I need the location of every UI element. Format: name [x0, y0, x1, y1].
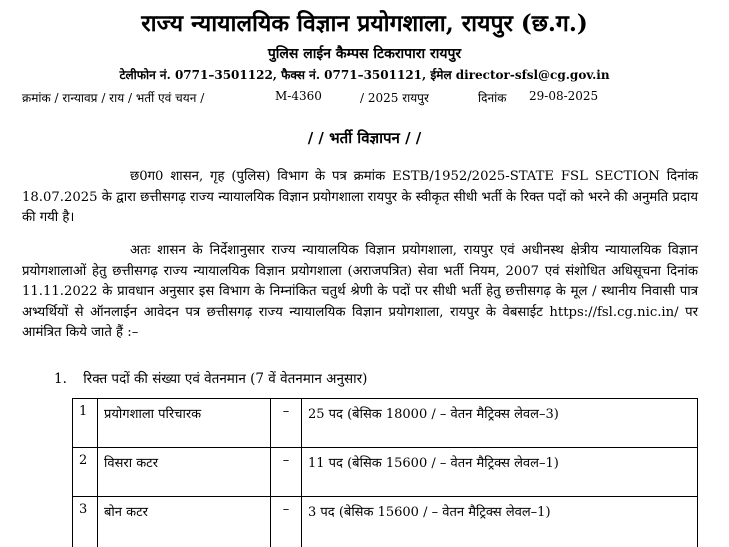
table-row: [73, 448, 698, 497]
post-name: बोन कटर: [98, 497, 271, 547]
paragraph-invitation: अतः शासन के निर्देशानुसार राज्य न्यायालयिक विज्ञान प्रयोगशाला, रायपुर एवं अधीनस्थ क्षेत्रीय न्यायालयिक विज्ञान प्रयोगशालाओं हेतु छत्तीसगढ़ राज्य न्यायालयिक विज्ञान प्रयोगशाला (अराजपत्रित) सेवा भर्ती नियम, 2007 एवं संशोधित अधिसूचना दिनांक 11.11.2022 के प्रावधान अनुसार इस विभाग के निम्नांकित चतुर्थ श्रेणी के पदों पर सीधी भर्ती हेतु छत्तीसगढ़ के मूल / स्थानीय निवासी पात्र अभ्यर्थियों से ऑनलाईन आवेदन पत्र छत्तीसगढ़ राज्य न्यायालयिक विज्ञान प्रयोगशाला, रायपुर के वेबसाईट https://fsl.cg.nic.in/ पर आमंत्रित किये जाते हैं :–: [22, 241, 698, 344]
post-detail: 25 पद (बेसिक 18000 / – वेतन मैट्रिक्स लेवल–3): [302, 399, 698, 448]
office-contact: टेलीफोन नं. 0771–3501122, फैक्स नं. 0771–3501121, ईमेल director-sfsl@cg.gov.in: [0, 66, 729, 83]
post-name: प्रयोगशाला परिचारक: [98, 399, 271, 448]
post-dash: –: [271, 448, 302, 497]
post-serial: 1: [73, 399, 98, 448]
reference-year-city: / 2025 रायपुर: [360, 89, 429, 106]
reference-number: M-4360: [275, 89, 322, 103]
post-serial: 3: [73, 497, 98, 547]
post-dash: –: [271, 399, 302, 448]
vacancy-table: [72, 398, 698, 547]
section-vacancies: [54, 369, 367, 387]
office-title: राज्य न्यायालयिक विज्ञान प्रयोगशाला, रायपुर (छ.ग.): [0, 6, 729, 38]
reference-date-label: दिनांक: [478, 89, 506, 106]
advertisement-heading: / / भर्ती विज्ञापन / /: [0, 128, 729, 148]
section-number: 1.: [54, 371, 67, 387]
post-name: विसरा कटर: [98, 448, 271, 497]
post-detail: 11 पद (बेसिक 15600 / – वेतन मैट्रिक्स लेवल–1): [302, 448, 698, 497]
post-detail: 3 पद (बेसिक 15600 / – वेतन मैट्रिक्स लेवल–1): [302, 497, 698, 547]
table-row: [73, 497, 698, 547]
post-dash: –: [271, 497, 302, 547]
section-title: रिक्त पदों की संख्या एवं वेतनमान (7 वें वेतनमान अनुसार): [83, 371, 367, 387]
reference-date: 29-08-2025: [529, 89, 598, 103]
post-serial: 2: [73, 448, 98, 497]
office-address: पुलिस लाईन कैम्पस टिकरापारा रायपुर: [0, 44, 729, 63]
reference-label: क्रमांक / रान्यावप्र / राय / भर्ती एवं चयन /: [22, 89, 204, 106]
table-row: [73, 399, 698, 448]
paragraph-permission: छ0ग0 शासन, गृह (पुलिस) विभाग के पत्र क्रमांक ESTB/1952/2025-STATE FSL SECTION दिनांक 18.07.2025 के द्वारा छत्तीसगढ़ राज्य न्यायालयिक विज्ञान प्रयोगशाला रायपुर के स्वीकृत सीधी भर्ती के रिक्त पदों को भरने की अनुमति प्रदाय की गयी है।: [22, 167, 698, 229]
